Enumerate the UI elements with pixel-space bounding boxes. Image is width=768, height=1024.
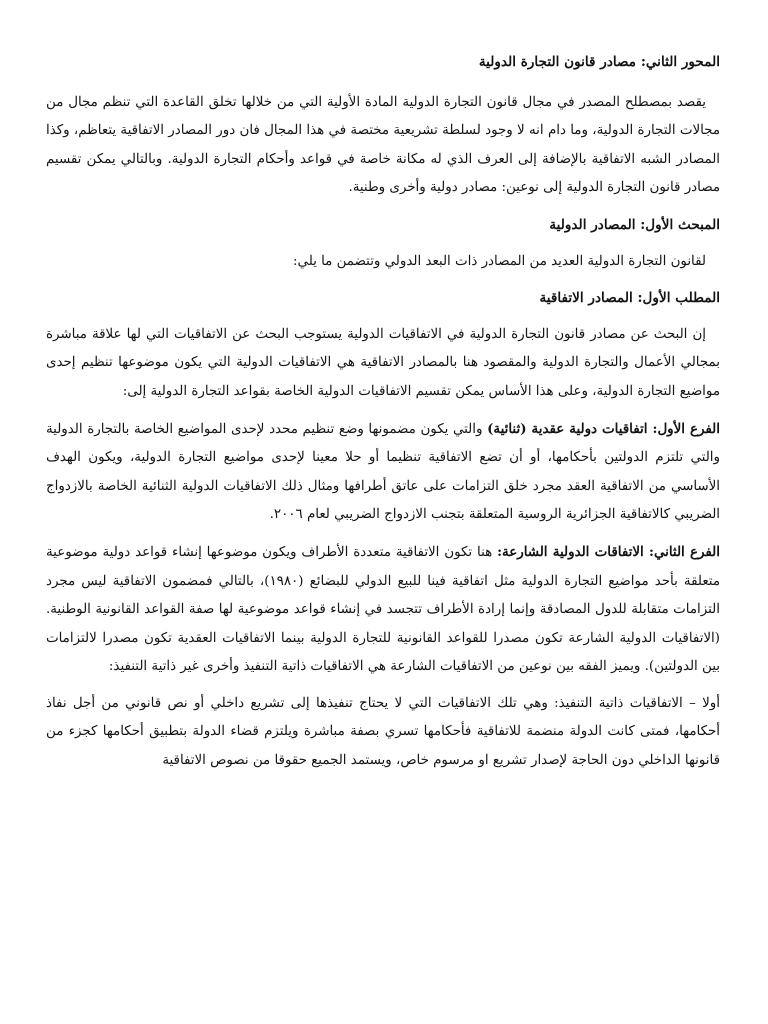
- branch1-title: الفرع الأول: اتفاقيات دولية عقدية (ثنائية): [487, 420, 720, 437]
- subsection-heading: المطلب الأول: المصادر الاتفاقية: [539, 290, 720, 307]
- point1-paragraph: أولا – الاتفاقيات ذاتية التنفيذ: وهي تلك الاتفاقيات التي لا يحتاج تنفيذها إلى تشريع داخلي أو نص قانوني من أجل نفاذ أحكامها، فمتى كانت الدولة منضمة للاتفاقية فأحكامها تسري بصفة مباشرة ويلتزم قضاء الدولة بتطبيق أحكامها كجزء من قانونها الداخلي دون الحاجة لإصدار تشريع او مرسوم خاص، ويستمد الجميع حقوقا من نصوص الاتفاقية: [46, 695, 720, 769]
- branch1-text: والتي يكون مضمونها وضع تنظيم محدد لإحدى المواضيع الخاصة بالتجارة الدولية والتي تلتزم الدولتين بأحكامها، أو أن تضع الاتفاقية تنظيما أو حلا معينا لإحدى مواضيع التجارة الدولية، ويكون الهدف الأساسي من الاتفاقية العقد مجرد خلق التزامات على عاتق أطرافها ومثال ذلك الاتفاقيات الدولية الثنائية الخاصة بالازدواج الضريبي كالاتفاقية الجزائرية الروسية المتعلقة بتجنب الازدواج الضريبي لعام ٢٠٠٦.: [46, 421, 720, 523]
- branch2-title: الفرع الثاني: الاتفاقات الدولية الشارعة:: [497, 543, 720, 560]
- section-intro: لقانون التجارة الدولية العديد من المصادر ذات البعد الدولي وتتضمن ما يلي:: [293, 253, 706, 269]
- branch2-paragraph: [46, 538, 720, 682]
- document-page: [46, 48, 720, 776]
- branch2-text: هنا تكون الاتفاقية متعددة الأطراف ويكون موضوعها إنشاء قواعد دولية موضوعية متعلقة بأحد مواضيع التجارة الدولية مثل اتفاقية فينا للبيع الدولي للبضائع (١٩٨٠)، بالتالي فمضمون الاتفاقية ليس مجرد التزامات متقابلة للدول المصادقة وإنما إرادة الأطراف تتجسد في إنشاء قواعد موضوعية لها صفة القواعد القانونية الوطنية. (الاتفاقيات الدولية الشارعة تكون مصدرا للقواعد القانونية للتجارة الدولية بينما الاتفاقيات العقدية تكون مصدرا لالتزامات بين الدولتين). ويميز الفقه بين نوعين من الاتفاقيات الشارعة هي الاتفاقيات ذاتية التنفيذ وأخرى غير ذاتية التنفيذ:: [46, 544, 720, 675]
- axis-heading: المحور الثاني: مصادر قانون التجارة الدولية: [478, 54, 720, 70]
- intro-paragraph: يقصد بمصطلح المصدر في مجال قانون التجارة الدولية المادة الأولية التي من خلالها تخلق القاعدة التي تنظم مجال من مجالات التجارة الدولية، وما دام انه لا وجود لسلطة تشريعية مختصة في هذا المجال فان دور المصادر الاتفاقية يتعاظم، وكذا المصادر الشبه الاتفاقية بالإضافة إلى العرف الذي له مكانة خاصة في قواعد وأحكام التجارة الدولية. وبالتالي يمكن تقسيم مصادر قانون التجارة الدولية إلى نوعين: مصادر دولية وأخرى وطنية.: [46, 94, 720, 196]
- subsection-paragraph: إن البحث عن مصادر قانون التجارة الدولية في الاتفاقيات الدولية يستوجب البحث عن الاتفاقيات التي لها علاقة مباشرة بمجالي الأعمال والتجارة الدولية والمقصود هنا بالمصادر الاتفاقية هي الاتفاقيات الدولية التي يكون موضوعها تنظيم إحدى مواضيع التجارة الدولية، وعلى هذا الأساس يمكن تقسيم الاتفاقيات الدولية الخاصة بقواعد التجارة الدولية إلى:: [46, 326, 720, 399]
- branch1-paragraph: [46, 415, 720, 530]
- section-heading: المبحث الأول: المصادر الدولية: [549, 216, 720, 233]
